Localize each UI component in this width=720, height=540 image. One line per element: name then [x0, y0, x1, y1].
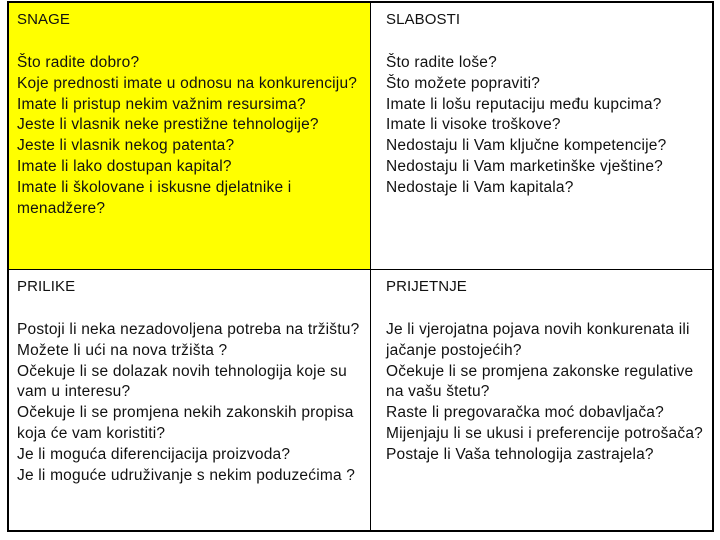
opportunities-heading: PRILIKE [17, 278, 76, 295]
threats-cell [371, 270, 712, 530]
opportunities-list [17, 320, 366, 486]
strengths-item: Imate li školovane i iskusne djelatnike i menadžere? [17, 178, 292, 217]
swot-matrix [7, 1, 714, 532]
weaknesses-list [386, 53, 708, 199]
weaknesses-item: Imate li visoke troškove? [386, 116, 561, 134]
threats-item: Postaje li Vaša tehnologija zastrajela? [386, 445, 654, 463]
opportunities-item: Očekuje li se dolazak novih tehnologija koje su vam u interesu? [17, 362, 347, 401]
strengths-item: Imate li lako dostupan kapital? [17, 157, 232, 175]
threats-item: Je li vjerojatna pojava novih konkurenata ili jačanje postojećih? [386, 321, 690, 359]
weaknesses-item: Što radite loše? [386, 54, 497, 71]
strengths-item: Što radite dobro? [17, 54, 140, 71]
opportunities-cell [9, 270, 371, 530]
strengths-item: Jeste li vlasnik nekog patenta? [17, 137, 235, 155]
weaknesses-item: Nedostaje li Vam kapitala? [386, 178, 574, 196]
threats-list [386, 320, 708, 466]
opportunities-item: Postoji li neka nezadovoljena potreba na tržištu? [17, 321, 360, 338]
strengths-item: Koje prednosti imate u odnosu na konkurenciju? [17, 74, 358, 92]
strengths-list [17, 53, 366, 219]
threats-heading: PRIJETNJE [386, 278, 467, 295]
strengths-item: Jeste li vlasnik neke prestižne tehnologije? [17, 116, 319, 134]
weaknesses-cell [371, 3, 712, 270]
opportunities-item: Možete li ući na nova tržišta ? [17, 341, 228, 359]
weaknesses-item: Što možete popraviti? [386, 74, 541, 92]
strengths-item: Imate li pristup nekim važnim resursima? [17, 95, 306, 113]
weaknesses-heading: SLABOSTI [386, 11, 461, 28]
threats-item: Raste li pregovaračka moć dobavljača? [386, 404, 664, 422]
opportunities-item: Je li moguće udruživanje s nekim poduzećima ? [17, 466, 356, 484]
weaknesses-item: Nedostaju li Vam marketinške vještine? [386, 157, 663, 175]
weaknesses-item: Imate li lošu reputaciju među kupcima? [386, 95, 662, 113]
opportunities-item: Očekuje li se promjena nekih zakonskih propisa koja će vam koristiti? [17, 404, 354, 442]
threats-item: Očekuje li se promjena zakonske regulative na vašu štetu? [386, 362, 694, 401]
threats-item: Mijenjaju li se ukusi i preferencije potrošača? [386, 424, 703, 442]
weaknesses-item: Nedostaju li Vam ključne kompetencije? [386, 137, 667, 155]
opportunities-item: Je li moguća diferencijacija proizvoda? [17, 445, 291, 463]
strengths-cell [9, 3, 371, 270]
strengths-heading: SNAGE [17, 11, 71, 28]
